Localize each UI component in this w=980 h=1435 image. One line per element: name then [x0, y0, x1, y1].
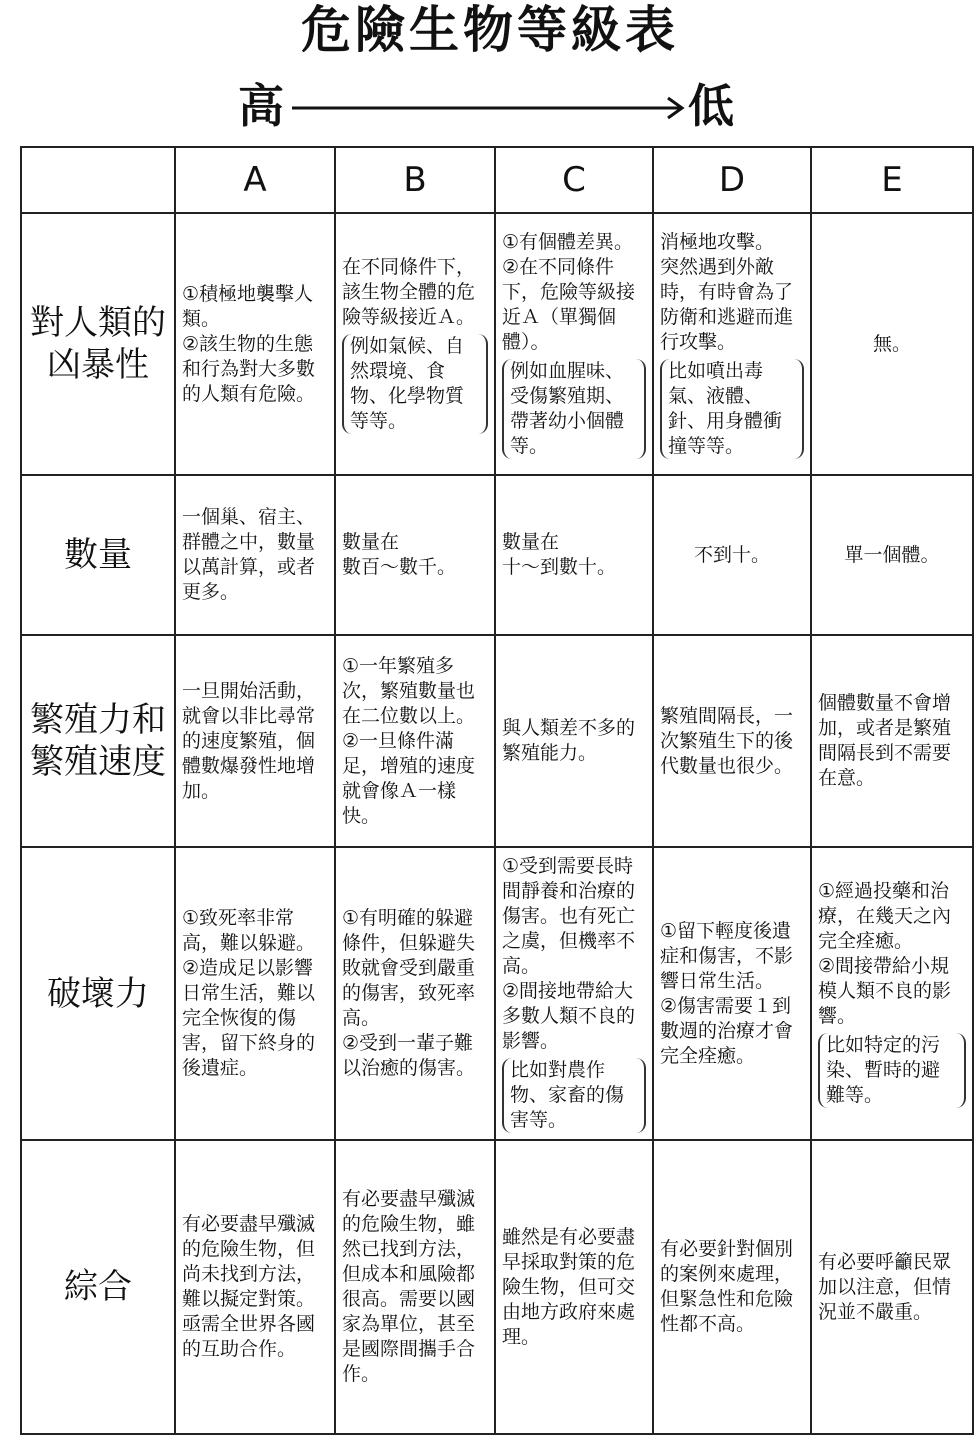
- column-header: A: [175, 147, 335, 213]
- cell-note: 例如血腥味、受傷繁殖期、帶著幼小個體等。: [502, 359, 646, 459]
- table-cell: [175, 475, 335, 635]
- table-cell: [335, 635, 495, 847]
- danger-grade-table: [20, 146, 974, 1435]
- table-cell: [811, 1140, 973, 1434]
- cell-text: ①致死率非常高，難以躲避。: [182, 907, 316, 954]
- cell-text: ②傷害需要１到數週的治療才會完全痊癒。: [660, 994, 794, 1067]
- row-header: 綜合: [21, 1140, 175, 1434]
- row-header: 對人類的凶暴性: [21, 213, 175, 475]
- cell-text: ②在不同條件下，危險等級接近Ａ（單獨個體）。: [502, 255, 636, 353]
- scale-high-label: 高: [238, 79, 284, 133]
- cell-text: 不到十。: [693, 543, 770, 566]
- cell-text: ①積極地襲擊人類。: [182, 282, 314, 330]
- cell-text: 突然遇到外敵時，有時會為了防衛和逃避而進行攻擊。: [660, 255, 794, 353]
- cell-text: 有必要針對個別的案例來處理，但緊急性和危險性都不高。: [660, 1238, 794, 1335]
- cell-text: 數百～數千。: [342, 556, 457, 578]
- cell-text: 有必要盡早殲滅的危險生物，雖然已找到方法，但成本和風險都很高。需要以國家為單位，甚至是國際間攜手合作。: [342, 1188, 476, 1385]
- row-header: 繁殖力和繁殖速度: [21, 635, 175, 847]
- column-header: C: [495, 147, 653, 213]
- table-cell: [335, 475, 495, 635]
- table-cell: [653, 1140, 811, 1434]
- cell-text: ①留下輕度後遺症和傷害，不影響日常生活。: [660, 919, 794, 992]
- column-header: D: [653, 147, 811, 213]
- cell-text: ①有明確的躲避條件，但躲避失敗就會受到嚴重的傷害，致死率高。: [342, 907, 476, 1029]
- table-row: [21, 635, 973, 847]
- table-cell: [653, 847, 811, 1140]
- cell-text: ①有個體差異。: [502, 230, 634, 253]
- table-cell: [811, 635, 973, 847]
- danger-scale: [0, 78, 980, 138]
- cell-text: 有必要盡早殲滅的危險生物，但尚未找到方法，難以擬定對策。亟需全世界各國的互助合作。: [182, 1213, 316, 1360]
- table-cell: [811, 213, 973, 475]
- cell-text: ①經過投藥和治療，在幾天之內完全痊癒。: [818, 880, 952, 952]
- table-row: [21, 847, 973, 1140]
- column-header: B: [335, 147, 495, 213]
- table-cell: [653, 213, 811, 475]
- cell-text: 無。: [872, 332, 911, 355]
- table-cell: [495, 1140, 653, 1434]
- table-row: [21, 1140, 973, 1434]
- cell-text: 繁殖間隔長，一次繁殖生下的後代數量也很少。: [660, 704, 794, 777]
- cell-note: 例如氣候、自然環境、食物、化學物質等等。: [342, 334, 488, 434]
- cell-text: 消極地攻擊。: [660, 230, 775, 253]
- cell-text: ①受到需要長時間靜養和治療的傷害。也有死亡之虞，但機率不高。: [502, 855, 636, 977]
- table-cell: [335, 847, 495, 1140]
- scale-low-label: 低: [688, 79, 734, 133]
- table-row: [21, 475, 973, 635]
- cell-text: 一個巢、宿主、群體之中，數量以萬計算，或者更多。: [182, 506, 316, 603]
- cell-text: 雖然是有必要盡早採取對策的危險生物，但可交由地方政府來處理。: [502, 1225, 636, 1348]
- row-header: 破壞力: [21, 847, 175, 1140]
- table-cell: [335, 213, 495, 475]
- cell-text: 數量在: [502, 531, 560, 553]
- cell-text: ②受到一輩子難以治癒的傷害。: [342, 1032, 476, 1079]
- corner-cell: [21, 147, 175, 213]
- table-cell: [335, 1140, 495, 1434]
- cell-text: 十～到數十。: [502, 556, 617, 578]
- table-cell: [175, 213, 335, 475]
- cell-text: 單一個體。: [844, 543, 940, 566]
- scale-arrow-icon: [288, 86, 688, 126]
- cell-text: 在不同條件下，該生物全體的危險等級接近Ａ。: [342, 255, 476, 328]
- table-cell: [653, 475, 811, 635]
- cell-text: 一旦開始活動，就會以非比尋常的速度繁殖，個體數爆發性地增加。: [182, 679, 316, 802]
- row-header: 數量: [21, 475, 175, 635]
- table-cell: [175, 1140, 335, 1434]
- table-header-row: [21, 147, 973, 213]
- cell-text: ②間接帶給小規模人類不良的影響。: [818, 955, 952, 1027]
- page-title: 危險生物等級表: [301, 1, 679, 59]
- cell-text: ①一年繁殖多次，繁殖數量也在二位數以上。: [342, 654, 476, 727]
- cell-text: 數量在: [342, 531, 400, 553]
- table-cell: [495, 475, 653, 635]
- cell-text: ②該生物的生態和行為對大多數的人類有危險。: [182, 332, 316, 405]
- cell-text: ②造成足以影響日常生活，難以完全恢復的傷害，留下終身的後遺症。: [182, 957, 316, 1079]
- cell-note: 比如噴出毒氣、液體、針、用身體衝撞等等。: [660, 359, 804, 459]
- column-header: E: [811, 147, 973, 213]
- cell-text: 與人類差不多的繁殖能力。: [502, 717, 636, 764]
- table-cell: [495, 635, 653, 847]
- cell-text: 個體數量不會增加，或者是繁殖間隔長到不需要在意。: [818, 692, 952, 789]
- cell-note: 比如特定的污染、暫時的避難等。: [818, 1033, 966, 1108]
- table-cell: [653, 635, 811, 847]
- cell-text: ②一旦條件滿足，增殖的速度就會像Ａ一樣快。: [342, 729, 476, 827]
- table-cell: [811, 847, 973, 1140]
- table-cell: [175, 847, 335, 1140]
- cell-note: 比如對農作物、家畜的傷害等。: [502, 1058, 646, 1133]
- table-cell: [811, 475, 973, 635]
- table-cell: [495, 847, 653, 1140]
- cell-text: 有必要呼籲民眾加以注意，但情況並不嚴重。: [818, 1250, 952, 1323]
- table-cell: [175, 635, 335, 847]
- table-cell: [495, 213, 653, 475]
- table-row: [21, 213, 973, 475]
- cell-text: ②間接地帶給大多數人類不良的影響。: [502, 980, 636, 1052]
